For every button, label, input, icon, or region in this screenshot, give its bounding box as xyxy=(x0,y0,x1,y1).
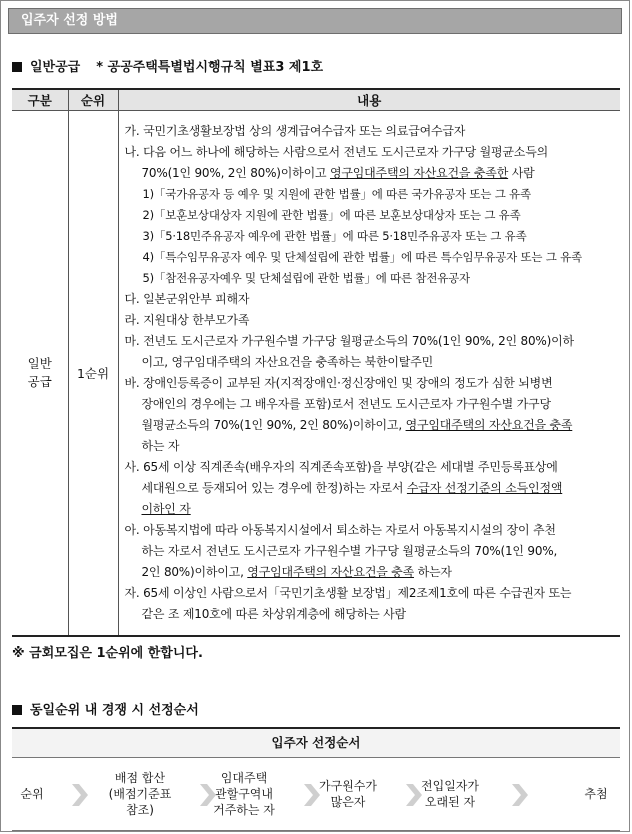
content-line xyxy=(125,457,615,478)
regulation-note: * 공공주택특별법시행규칙 별표3 제1호 xyxy=(96,60,324,75)
text-segment: 하는 자로서 전년도 도시근로자 가구원수별 가구당 월평균소득의 70%(1인 90%, xyxy=(141,544,558,558)
text-segment: 4)「특수임무유공자 예우 및 단체설립에 관한 법률」에 따른 특수임무유공자 또는 그 유족 xyxy=(142,250,582,264)
text-segment: 이고, 영구임대주택의 자산요건을 충족하는 북한이탈주민 xyxy=(141,355,433,369)
selection-step: 추첨 xyxy=(584,787,608,801)
text-segment: 70%(1인 90%, 2인 80%)이하이고 xyxy=(141,166,330,180)
selection-steps xyxy=(12,758,620,831)
text-segment: 다. 일본군위안부 피해자 xyxy=(124,292,250,306)
selection-order-table xyxy=(12,727,620,831)
text-segment: 1)「국가유공자 등 예우 및 지원에 관한 법률」에 따른 국가유공자 또는 그 유족 xyxy=(142,187,531,201)
text-segment: 5)「참전유공자예우 및 단체설립에 관한 법률」에 따른 참전유공자 xyxy=(142,271,470,285)
text-segment: 사. 65세 이상 직계존속(배우자의 직계존속포함)을 부양(같은 세대별 주민등록표상에 xyxy=(124,460,558,474)
section-general-supply xyxy=(12,56,323,75)
text-segment: 세대원으로 등재되어 있는 경우에 한정)하는 자로서 xyxy=(141,481,407,495)
text-segment: 3)「5·18민주유공자 예우에 관한 법률」에 따른 5·18민주유공자 또는 그 유족 xyxy=(142,229,527,243)
content-line xyxy=(125,142,615,163)
content-line xyxy=(125,520,615,541)
section-heading: 동일순위 내 경쟁 시 선정순서 xyxy=(30,703,199,718)
black-square-icon xyxy=(12,705,22,715)
text-segment: 아. 아동복지법에 따라 아동복지시설에서 퇴소하는 자로서 아동복지시설의 장이 추천 xyxy=(124,523,556,537)
section-heading: 일반공급 xyxy=(30,60,81,75)
content-line xyxy=(125,289,615,310)
category-label: 일반 공급 xyxy=(27,356,52,389)
content-line xyxy=(125,163,615,184)
underlined-text: 영구임대주택의 자산요건을 충족한 xyxy=(329,166,509,180)
text-segment: 같은 조 제10호에 따른 차상위계층에 해당하는 사람 xyxy=(141,607,406,621)
text-segment: 하는자 xyxy=(414,565,452,579)
page-title: 입주자 선정 방법 xyxy=(8,8,622,34)
text-segment: 2)「보훈보상대상자 지원에 관한 법률」에 따른 보훈보상대상자 또는 그 유족 xyxy=(142,208,521,222)
table-header-row xyxy=(12,89,620,111)
text-segment: 마. 전년도 도시근로자 가구원수별 가구당 월평균소득의 70%(1인 90%, 2인 80%)이하 xyxy=(124,334,574,348)
chevron-right-arrow-icon xyxy=(512,784,528,806)
chevron-right-arrow-icon xyxy=(200,784,216,806)
underlined-text: 수급자 선정기준의 소득인정액 xyxy=(406,481,563,495)
content-line xyxy=(125,310,615,331)
chevron-right-arrow-icon xyxy=(304,784,320,806)
content-line xyxy=(125,205,615,226)
content-line xyxy=(125,352,615,373)
selection-step: 배점 합산 (배점기준표 참조) xyxy=(108,771,172,817)
text-segment: 하는 자 xyxy=(141,439,180,453)
content-line xyxy=(125,478,615,499)
content-line xyxy=(125,247,615,268)
notice-text: ※ 금회모집은 1순위에 한합니다. xyxy=(12,646,203,661)
chevron-right-arrow-icon xyxy=(72,784,88,806)
selection-order-header: 입주자 선정순서 xyxy=(12,727,620,758)
selection-step: 임대주택 관할구역내 거주하는 자 xyxy=(213,771,275,817)
black-square-icon xyxy=(12,62,22,72)
chevron-right-arrow-icon xyxy=(406,784,422,806)
content-line xyxy=(125,331,615,352)
header-rank: 순위 xyxy=(68,89,118,111)
underlined-text: 이하인 자 xyxy=(141,502,191,516)
content-line xyxy=(125,226,615,247)
content-line xyxy=(125,499,615,520)
text-segment: 장애인의 경우에는 그 배우자를 포함)로서 전년도 도시근로자 가구원수별 가구당 xyxy=(141,397,551,411)
content-line xyxy=(125,268,615,289)
content-line xyxy=(125,562,615,583)
text-segment: 라. 지원대상 한부모가족 xyxy=(124,313,250,327)
content-line xyxy=(125,583,615,604)
header-content: 내용 xyxy=(118,89,620,111)
content-line xyxy=(125,415,615,436)
content-line xyxy=(125,604,615,625)
section-tiebreak xyxy=(12,699,199,718)
underlined-text: 영구임대주택의 자산요건을 충족 xyxy=(405,418,573,432)
eligibility-table xyxy=(12,88,620,637)
selection-step: 전입일자가 오래된 자 xyxy=(421,779,479,809)
text-segment: 월평균소득의 70%(1인 90%, 2인 80%)이하이고, xyxy=(141,418,406,432)
text-segment: 나. 다음 어느 하나에 해당하는 사람으로서 전년도 도시근로자 가구당 월평균소득의 xyxy=(124,145,548,159)
content-line xyxy=(125,436,615,457)
text-segment: 2인 80%)이하이고, xyxy=(141,565,248,579)
rank-cell: 1순위 xyxy=(68,111,118,637)
selection-step: 순위 xyxy=(20,787,44,801)
content-line xyxy=(125,184,615,205)
category-cell xyxy=(12,111,68,637)
text-segment: 가. 국민기초생활보장법 상의 생계급여수급자 또는 의료급여수급자 xyxy=(124,124,466,138)
table-row xyxy=(12,111,620,637)
selection-step: 가구원수가 많은자 xyxy=(319,779,377,809)
text-segment: 사람 xyxy=(508,166,535,180)
header-category: 구분 xyxy=(12,89,68,111)
content-line xyxy=(125,394,615,415)
underlined-text: 영구임대주택의 자산요건을 충족 xyxy=(247,565,415,579)
content-line xyxy=(125,373,615,394)
text-segment: 바. 장애인등록증이 교부된 자(지적장애인·정신장애인 및 장애의 정도가 심한 뇌병변 xyxy=(124,376,553,390)
content-cell xyxy=(118,111,620,637)
content-line xyxy=(125,121,615,142)
content-line xyxy=(125,541,615,562)
text-segment: 자. 65세 이상인 사람으로서「국민기초생활 보장법」제2조제1호에 따른 수급권자 또는 xyxy=(124,586,572,600)
